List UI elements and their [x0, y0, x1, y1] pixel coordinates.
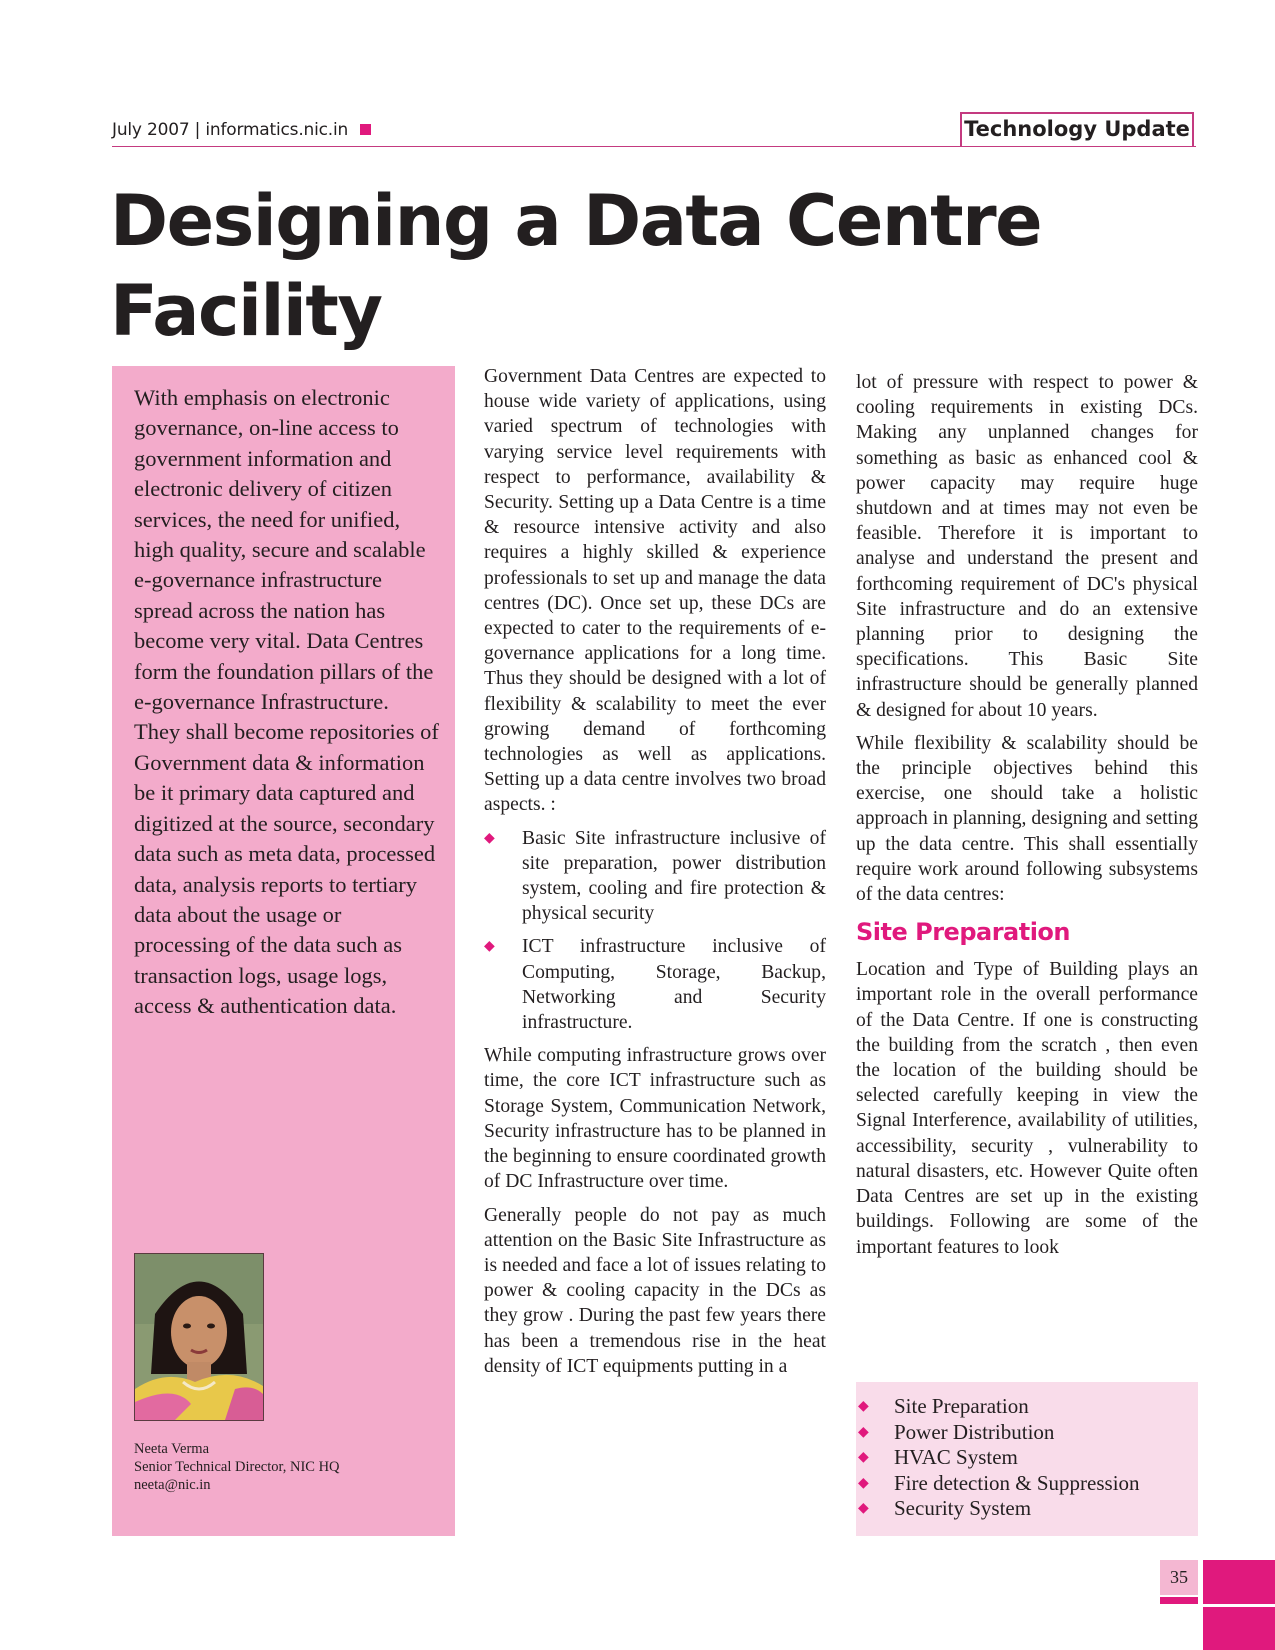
col3-paragraph-3: Location and Type of Building plays an important role in the overall performance of the Data Centre. If one is constructing the building from the scratch , then even the location of the building should be selected carefully keeping in view the Signal Interference, availability of utilities, accessibility, security , vulnerability to natural disasters, etc. However Quite often Data Centres are set up in the existing buildings. Following are some of the important features to look: [856, 959, 1198, 1258]
intro-text: With emphasis on electronic governance, on-line access to government information and electronic delivery of citizen services, the need for unified, high quality, secure and scalable e-governance infrastructure spread across the nation has become very vital. Data Centres form the foundation pillars of the e-governance Infrastructure. They shall become repositories of Government data & information be it primary data captured and digitized at the source, secondary data such as meta data, processed data, analysis reports to tertiary data about the usage or processing of the data such as transaction logs, usage logs, access & authentication data.: [134, 385, 439, 1019]
list-item-text: Fire detection & Suppression: [894, 1470, 1140, 1495]
title-line-1: Designing a Data Centre: [110, 180, 1042, 262]
diamond-bullet-icon: ◆: [858, 1501, 869, 1516]
col2-paragraph-1: Government Data Centres are expected to house wide variety of applications, using varied spectrum of technologies with varying service level requirements with respect to performance, availability & Security. Setting up a Data Centre is a time & resource intensive activity and also requires a highly skilled & experience professionals to set up and manage the data centres (DC). Once set up, these DCs are expected to cater to the requirements of e-governance applications for a long time. Thus they should be designed with a lot of flexibility & scalability to meet the ever growing demand of forthcoming technologies as well as applications. Setting up a data centre involves two broad aspects. :: [484, 366, 826, 816]
page-corner-block-lower: [1203, 1607, 1275, 1650]
page-number: 35: [1160, 1560, 1198, 1595]
header-square-icon: [360, 124, 371, 135]
list-item-text: ICT infrastructure inclusive of Computing, Storage, Backup, Networking and Security infrastructure.: [522, 936, 826, 1034]
list-item-text: Security System: [894, 1496, 1032, 1520]
title-line-2: Facility: [110, 270, 382, 352]
subsystems-list: [856, 1382, 1198, 1522]
subsystems-box: [856, 1382, 1198, 1536]
list-item: [858, 1419, 1198, 1446]
diamond-bullet-icon: ◆: [858, 1475, 869, 1491]
list-item: [484, 826, 826, 927]
list-item: [858, 1394, 1198, 1420]
author-block: [134, 1440, 340, 1494]
author-email: neeta@nic.in: [134, 1477, 211, 1493]
body-column-2: [484, 364, 826, 1387]
header-date-site: [112, 120, 371, 140]
col3-paragraph-2: While flexibility & scalability should be the principle objectives behind this exercise, one should take a holistic approach in planning, designing and setting up the data centre. This shall essentially require work around following subsystems of the data centres:: [856, 732, 1198, 906]
diamond-bullet-icon: ◆: [858, 1424, 869, 1440]
header-date-site-text: July 2007 | informatics.nic.in: [112, 120, 349, 140]
diamond-bullet-icon: ◆: [484, 830, 495, 846]
page-corner-block: [1203, 1560, 1275, 1604]
list-item-text: Basic Site infrastructure inclusive of site preparation, power distribution system, cooling and fire protection & physical security: [522, 827, 826, 925]
list-item: [484, 934, 826, 1035]
list-item: [858, 1496, 1198, 1522]
list-item: [858, 1445, 1198, 1471]
article-title: [110, 176, 1110, 356]
diamond-bullet-icon: ◆: [858, 1399, 869, 1414]
site-preparation-heading: Site Preparation: [856, 918, 1070, 947]
page-corner-strip: [1160, 1597, 1198, 1604]
list-item-text: HVAC System: [894, 1445, 1018, 1469]
author-name: Neeta Verma: [134, 1441, 210, 1457]
diamond-bullet-icon: ◆: [858, 1450, 869, 1465]
section-tag: Technology Update: [960, 112, 1194, 146]
col2-paragraph-3: Generally people do not pay as much attention on the Basic Site Infrastructure as is needed and face a lot of issues relating to power & cooling capacity in the DCs as they grow . During the past few years there has been a tremendous rise in the heat density of ICT equipments putting in a: [484, 1204, 826, 1377]
list-item-text: Site Preparation: [894, 1394, 1029, 1418]
list-item: [858, 1470, 1198, 1497]
author-role: Senior Technical Director, NIC HQ: [134, 1459, 340, 1475]
diamond-bullet-icon: ◆: [484, 939, 495, 955]
col2-paragraph-2: While computing infrastructure grows over time, the core ICT infrastructure such as Storage System, Communication Network, Security infrastructure has to be planned in the beginning to ensure coordinated growth of DC Infrastructure over time.: [484, 1045, 826, 1193]
body-column-3: [856, 370, 1198, 1268]
author-photo: [134, 1253, 264, 1421]
col3-paragraph-1: lot of pressure with respect to power & cooling requirements in existing DCs. Making any unplanned changes for something as basic as enhanced cool & power capacity may require huge shutdown and at times may not even be feasible. Therefore it is important to analyse and understand the present and forthcoming requirement of DC's physical Site infrastructure and do an extensive planning prior to designing the specifications. This Basic Site infrastructure should be generally planned & designed for about 10 years.: [856, 372, 1198, 721]
list-item-text: Power Distribution: [894, 1419, 1055, 1444]
aspects-list: [484, 826, 826, 1036]
header-rule: [112, 146, 1196, 147]
